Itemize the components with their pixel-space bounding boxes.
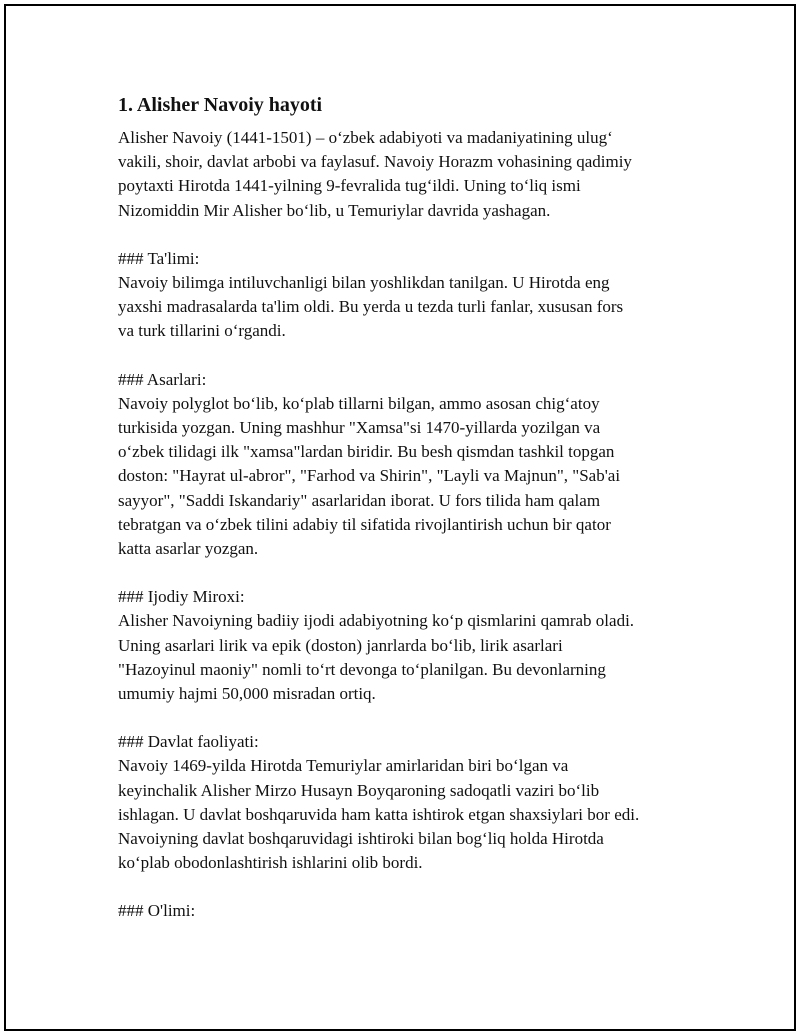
section-heading: ### Ta'limi: <box>118 248 200 268</box>
section-heading: ### Ijodiy Miroxi: <box>118 587 245 607</box>
text-line: koʻplab obodonlashtirish ishlarini olib bordi. <box>118 853 423 873</box>
section-talimi <box>118 247 698 344</box>
text-line: Navoiy bilimga intiluvchanligi bilan yoshlikdan tanilgan. U Hirotda eng <box>118 273 610 293</box>
text-line: poytaxti Hirotda 1441-yilning 9-fevralida tugʻildi. Uning toʻliq ismi <box>118 176 581 196</box>
text-line: Nizomiddin Mir Alisher boʻlib, u Temuriylar davrida yashagan. <box>118 200 551 220</box>
text-line: yaxshi madrasalarda ta'lim oldi. Bu yerda u tezda turli fanlar, xususan fors <box>118 297 624 317</box>
text-line: Alisher Navoiyning badiiy ijodi adabiyotning koʻp qismlarini qamrab oladi. <box>118 611 635 631</box>
text-line: turkisida yozgan. Uning mashhur "Xamsa"si 1470-yillarda yozilgan va <box>118 418 601 438</box>
text-line: sayyor", "Saddi Iskandariy" asarlaridan iborat. U fors tilida ham qalam <box>118 490 601 510</box>
document-body <box>118 92 698 948</box>
text-line: doston: "Hayrat ul-abror", "Farhod va Shirin", "Layli va Majnun", "Sab'ai <box>118 466 621 486</box>
section-olimi <box>118 899 698 923</box>
text-line: umumiy hajmi 50,000 misradan ortiq. <box>118 684 376 704</box>
text-line: Alisher Navoiy (1441-1501) – oʻzbek adabiyoti va madaniyatining ulugʻ <box>118 128 613 147</box>
text-line: va turk tillarini oʻrgandi. <box>118 321 286 341</box>
section-ijodiy-miroxi <box>118 585 698 706</box>
text-line: Navoiy polyglot boʻlib, koʻplab tillarni bilgan, ammo asosan chigʻatoy <box>118 393 600 413</box>
text-line: Navoiy 1469-yilda Hirotda Temuriylar amirlaridan biri boʻlgan va <box>118 756 569 776</box>
intro-paragraph <box>118 126 698 223</box>
text-line: Uning asarlari lirik va epik (doston) janrlarda boʻlib, lirik asarlari <box>118 635 563 655</box>
section-davlat-faoliyati <box>118 730 698 875</box>
text-line: vakili, shoir, davlat arbobi va faylasuf. Navoiy Horazm vohasining qadimiy <box>118 152 632 172</box>
section-heading: ### Asarlari: <box>118 369 207 389</box>
text-line: keyinchalik Alisher Mirzo Husayn Boyqaroning sadoqatli vaziri boʻlib <box>118 780 600 800</box>
text-line: Navoiyning davlat boshqaruvidagi ishtiroki bilan bogʻliq holda Hirotda <box>118 829 604 849</box>
section-heading: ### Davlat faoliyati: <box>118 732 259 752</box>
section-heading: ### O'limi: <box>118 901 196 921</box>
document-title: 1. Alisher Navoiy hayoti <box>118 94 323 116</box>
text-line: tebratgan va oʻzbek tilini adabiy til sifatida rivojlantirish uchun bir qator <box>118 514 611 534</box>
text-line: oʻzbek tilidagi ilk "xamsa"lardan biridir. Bu besh qismdan tashkil topgan <box>118 442 615 462</box>
text-line: "Hazoyinul maoniy" nomli toʻrt devonga toʻplanilgan. Bu devonlarning <box>118 659 606 679</box>
section-asarlari <box>118 368 698 562</box>
text-line: ishlagan. U davlat boshqaruvida ham katta ishtirok etgan shaxsiylari bor edi. <box>118 804 640 824</box>
text-line: katta asarlar yozgan. <box>118 539 259 559</box>
